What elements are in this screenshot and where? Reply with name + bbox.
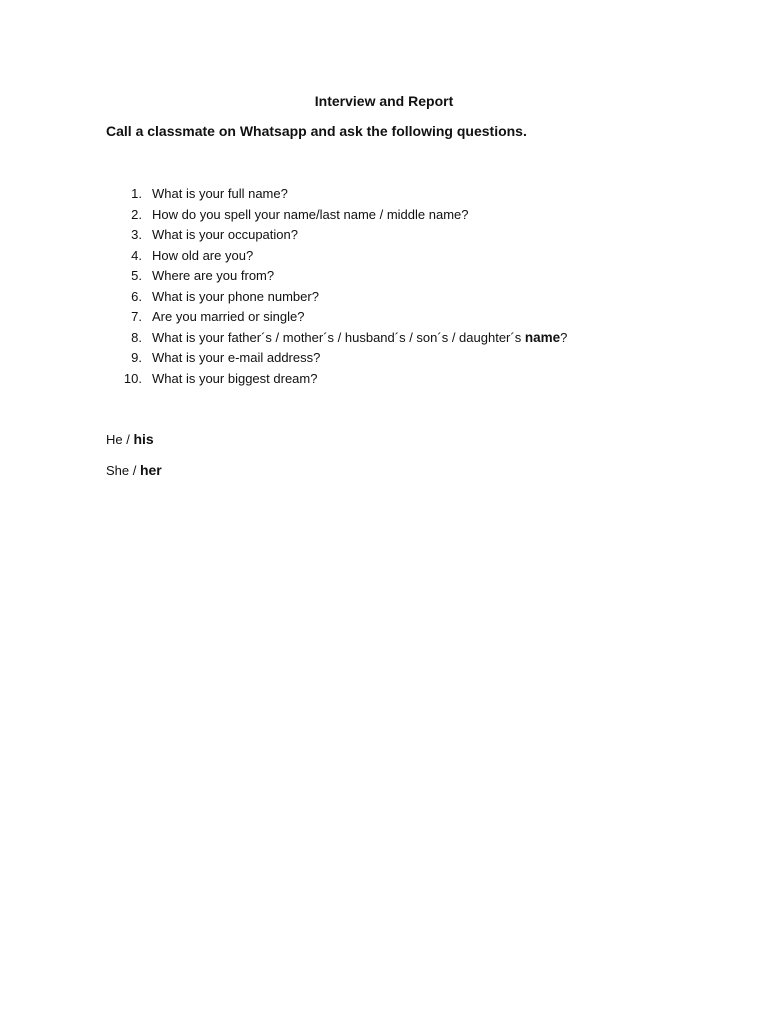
question-text: How do you spell your name/last name / middle name? [152, 206, 469, 222]
question-number: 6. [131, 288, 142, 304]
emphasized-word: name [524, 329, 561, 345]
question-number: 10. [123, 370, 142, 386]
pronoun-subject: He / [106, 432, 134, 447]
question-text: How old are you? [152, 247, 254, 263]
question-number: 8. [131, 329, 142, 345]
pronoun-subject: She / [106, 463, 140, 478]
question-text: What is your biggest dream? [152, 370, 318, 386]
pronoun-line-she [106, 461, 162, 480]
question-text: What is your phone number? [152, 288, 319, 304]
question-number: 9. [131, 350, 142, 365]
question-number: 5. [131, 268, 142, 283]
question-number: 7. [131, 309, 142, 324]
question-text: Are you married or single? [152, 309, 305, 324]
instruction-text: Call a classmate on Whatsapp and ask the following questions. [106, 123, 527, 139]
pronoun-possessive: her [139, 462, 162, 478]
question-text: What is your full name? [152, 186, 288, 201]
question-text: What is your e-mail address? [152, 350, 321, 365]
question-number: 3. [131, 227, 142, 242]
question-text-part: What is your father´s / mother´s / husband´s / son´s / daughter´s [152, 329, 525, 345]
pronoun-line-he [106, 430, 154, 449]
question-text: What is your occupation? [152, 227, 298, 242]
question-number: 2. [131, 206, 142, 222]
question-text [152, 329, 567, 346]
question-text-part: ? [560, 329, 568, 345]
pronoun-possessive: his [133, 431, 154, 447]
question-number: 4. [131, 247, 142, 263]
question-number: 1. [131, 186, 142, 201]
question-text: Where are you from? [152, 268, 275, 283]
document-title: Interview and Report [314, 93, 454, 109]
